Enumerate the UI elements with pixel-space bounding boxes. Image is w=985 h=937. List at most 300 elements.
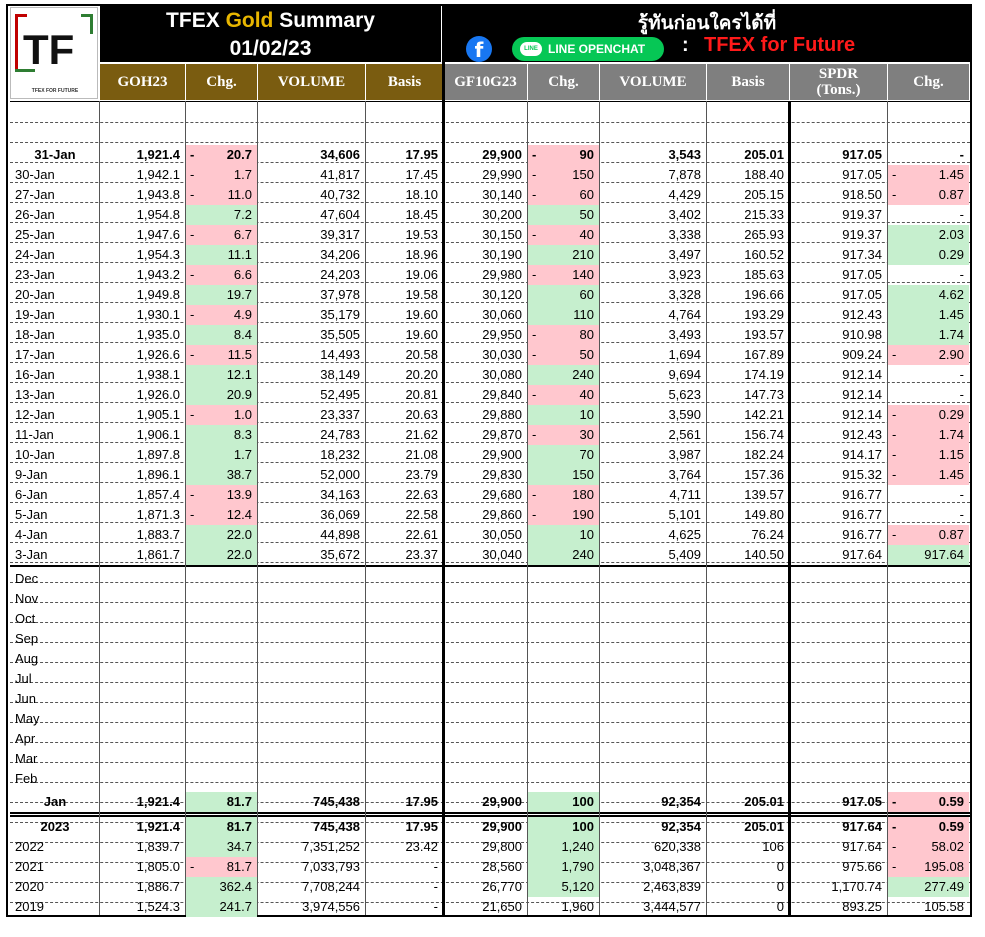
row-year-2019-date: 2019	[15, 899, 44, 914]
cell-value: 35,505	[320, 327, 360, 342]
cell-value: 3,402	[668, 207, 701, 222]
row-6-jan-gf-chg	[528, 485, 599, 505]
cell-value: 58.02	[931, 839, 964, 854]
row-year-2019-gf-vol	[600, 897, 706, 917]
month-label-may: May	[15, 711, 40, 726]
row-31-jan-gf	[444, 145, 527, 165]
cell-value: 0	[776, 859, 784, 874]
row-5-jan-goh	[100, 505, 185, 525]
row-30-jan-goh-basis	[366, 165, 443, 185]
cell-value: 745,438	[313, 794, 360, 809]
row-19-jan-gf	[444, 305, 527, 325]
cell-value: 1,954.8	[136, 207, 180, 222]
column-header-gf-basis: Basis	[707, 64, 789, 100]
row-19-jan-gf-chg	[528, 305, 599, 325]
cell-value: 3,048,367	[643, 859, 701, 874]
cell-value: 36,069	[320, 507, 360, 522]
row-18-jan-spdr	[790, 325, 887, 345]
grid-line	[10, 642, 970, 643]
row-19-jan-spdr	[790, 305, 887, 325]
cell-value: 1,524.3	[136, 899, 180, 914]
row-18-jan-gf	[444, 325, 527, 345]
row-month-jan-goh-basis	[366, 792, 443, 812]
row-6-jan-goh-chg	[186, 485, 257, 505]
negative-sign: -	[190, 147, 195, 162]
cell-value: 912.14	[842, 387, 882, 402]
cell-value: 914.17	[842, 447, 882, 462]
section-divider	[10, 812, 970, 814]
row-25-jan-gf-basis	[707, 225, 789, 245]
row-9-jan-gf-basis	[707, 465, 789, 485]
row-month-jan-goh	[100, 792, 185, 812]
row-10-jan-gf-basis	[707, 445, 789, 465]
row-10-jan-goh-basis	[366, 445, 443, 465]
row-year-2021-gf-basis	[707, 857, 789, 877]
row-year-2022-spdr	[790, 837, 887, 857]
row-year-2020-gf	[444, 877, 527, 897]
cell-value: 20.81	[405, 387, 438, 402]
cell-value: 3,923	[668, 267, 701, 282]
row-3-jan-goh-basis	[366, 545, 443, 565]
cell-value: 29,680	[482, 487, 522, 502]
logo-mark-icon	[11, 8, 97, 78]
cell-value: 5,623	[668, 387, 701, 402]
column-divider	[442, 6, 445, 101]
separator-colon: :	[682, 34, 689, 56]
row-25-jan-goh-basis	[366, 225, 443, 245]
row-13-jan-goh-chg	[186, 385, 257, 405]
cell-value: 160.52	[744, 247, 784, 262]
cell-value: 30,140	[482, 187, 522, 202]
cell-value: 917.64	[924, 547, 964, 562]
cell-value: 919.37	[842, 207, 882, 222]
cell-value: 7,351,252	[302, 839, 360, 854]
cell-value: 0.29	[938, 247, 964, 262]
cell-value: 916.77	[842, 507, 882, 522]
row-27-jan-spdr	[790, 185, 887, 205]
grid-line	[10, 702, 970, 703]
cell-value: 3,444,577	[643, 899, 701, 914]
row-3-jan-date: 3-Jan	[15, 547, 48, 562]
row-3-jan-spdr	[790, 545, 887, 565]
row-26-jan-goh	[100, 205, 185, 225]
cell-value: 5,409	[668, 547, 701, 562]
row-10-jan-spdr-chg	[888, 445, 969, 465]
row-year-2023-gf-vol	[600, 817, 706, 837]
cell-value: 7,033,793	[302, 859, 360, 874]
row-year-2022-gf-chg	[528, 837, 599, 857]
cell-value: 34,206	[320, 247, 360, 262]
cell-value: 4,429	[668, 187, 701, 202]
row-24-jan-gf	[444, 245, 527, 265]
cell-value: 35,179	[320, 307, 360, 322]
row-year-2020-spdr	[790, 877, 887, 897]
row-31-jan-goh	[100, 145, 185, 165]
cell-value: 18,232	[320, 447, 360, 462]
row-25-jan-gf-chg	[528, 225, 599, 245]
row-year-2020-spdr-chg	[888, 877, 969, 897]
row-24-jan-gf-vol	[600, 245, 706, 265]
cell-value: 1,938.1	[136, 367, 180, 382]
month-label-dec: Dec	[15, 571, 39, 586]
cell-value: 3,764	[668, 467, 701, 482]
row-23-jan-goh-basis	[366, 265, 443, 285]
cell-value: 917.05	[842, 147, 882, 162]
negative-sign: -	[190, 267, 195, 282]
cell-value: 5,101	[668, 507, 701, 522]
row-12-jan-goh-vol	[258, 405, 365, 425]
logo-letters: TF	[23, 26, 75, 73]
row-30-jan-gf-vol	[600, 165, 706, 185]
cell-value: 12.4	[226, 507, 252, 522]
cell-value: 92,354	[661, 794, 701, 809]
cell-value: 26,770	[482, 879, 522, 894]
cell-value: 21,650	[482, 899, 522, 914]
negative-sign: -	[190, 187, 195, 202]
row-9-jan-goh-vol	[258, 465, 365, 485]
row-18-jan-spdr-chg	[888, 325, 969, 345]
grid-line	[10, 602, 970, 603]
cell-value: 7,878	[668, 167, 701, 182]
cell-value: 193.57	[744, 327, 784, 342]
row-13-jan-gf-vol	[600, 385, 706, 405]
row-6-jan-gf	[444, 485, 527, 505]
cell-value: 1.74	[938, 427, 964, 442]
row-10-jan-gf	[444, 445, 527, 465]
cell-value: 1,930.1	[136, 307, 180, 322]
row-month-jan-spdr-chg	[888, 792, 969, 812]
cell-value: 1,960	[561, 899, 594, 914]
row-10-jan-goh-chg	[186, 445, 257, 465]
month-label-sep: Sep	[15, 631, 39, 646]
cell-value: 149.80	[744, 507, 784, 522]
cell-value: 147.73	[744, 387, 784, 402]
row-11-jan-gf-vol	[600, 425, 706, 445]
row-6-jan-goh-vol	[258, 485, 365, 505]
cell-value: 7.2	[233, 207, 252, 222]
report-date: 01/02/23	[229, 37, 312, 60]
row-year-2023-spdr	[790, 817, 887, 837]
cell-value: 912.43	[842, 307, 882, 322]
row-26-jan-goh-vol	[258, 205, 365, 225]
cell-value: 81.7	[226, 819, 252, 834]
negative-sign: -	[190, 407, 195, 422]
cell-value: 106	[762, 839, 784, 854]
row-12-jan-date: 12-Jan	[15, 407, 55, 422]
row-month-jan-goh-vol	[258, 792, 365, 812]
row-year-2023-goh-vol	[258, 817, 365, 837]
cell-value: 6.7	[233, 227, 252, 242]
cell-value: 110	[573, 307, 594, 322]
row-9-jan-spdr	[790, 465, 887, 485]
row-11-jan-spdr	[790, 425, 887, 445]
cell-value: 24,783	[320, 427, 360, 442]
cell-value: -	[959, 507, 964, 522]
cell-value: 30,060	[482, 307, 522, 322]
cell-value: 29,990	[482, 167, 522, 182]
cell-value: 4.9	[233, 307, 252, 322]
row-30-jan-spdr	[790, 165, 887, 185]
cell-value: 3,987	[668, 447, 701, 462]
facebook-icon[interactable]: f	[466, 36, 492, 62]
row-18-jan-goh-chg	[186, 325, 257, 345]
cell-value: 35,672	[320, 547, 360, 562]
cell-value: 3,590	[668, 407, 701, 422]
cell-value: 917.64	[842, 839, 882, 854]
row-23-jan-gf	[444, 265, 527, 285]
row-16-jan-goh	[100, 365, 185, 385]
row-12-jan-spdr-chg	[888, 405, 969, 425]
row-20-jan-gf-chg	[528, 285, 599, 305]
cell-value: 1,947.6	[136, 227, 180, 242]
row-13-jan-gf-basis	[707, 385, 789, 405]
cell-value: 19.53	[405, 227, 438, 242]
row-25-jan-goh-vol	[258, 225, 365, 245]
cell-value: 241.7	[219, 899, 252, 914]
cell-value: 34,163	[320, 487, 360, 502]
row-16-jan-gf-basis	[707, 365, 789, 385]
negative-sign: -	[892, 467, 897, 482]
section-divider	[10, 565, 970, 567]
cell-value: 21.62	[405, 427, 438, 442]
cell-value: 195.08	[924, 859, 964, 874]
row-23-jan-goh	[100, 265, 185, 285]
row-year-2021-date: 2021	[15, 859, 44, 874]
cell-value: 1,921.4	[136, 794, 180, 809]
row-24-jan-goh-chg	[186, 245, 257, 265]
cell-value: 4.62	[938, 287, 964, 302]
row-26-jan-gf	[444, 205, 527, 225]
cell-value: 4,711	[669, 487, 701, 502]
row-24-jan-goh-vol	[258, 245, 365, 265]
row-year-2019-goh	[100, 897, 185, 917]
cell-value: 174.19	[744, 367, 784, 382]
cell-value: 29,870	[482, 427, 522, 442]
cell-value: 29,880	[482, 407, 522, 422]
cell-value: 90	[579, 147, 594, 162]
row-6-jan-spdr-chg	[888, 485, 969, 505]
cell-value: 19.06	[405, 267, 438, 282]
row-18-jan-goh	[100, 325, 185, 345]
month-label-mar: Mar	[15, 751, 38, 766]
row-27-jan-spdr-chg	[888, 185, 969, 205]
cell-value: 196.66	[744, 287, 784, 302]
cell-value: 205.01	[744, 819, 784, 834]
row-3-jan-goh-vol	[258, 545, 365, 565]
cell-value: 29,860	[482, 507, 522, 522]
row-month-jan-gf-chg	[528, 792, 599, 812]
cell-value: 30,200	[482, 207, 522, 222]
row-12-jan-goh-basis	[366, 405, 443, 425]
cell-value: 19.60	[405, 307, 438, 322]
row-20-jan-gf	[444, 285, 527, 305]
row-20-jan-goh-vol	[258, 285, 365, 305]
grid-line	[10, 122, 970, 123]
cell-value: 240	[572, 547, 594, 562]
row-10-jan-gf-vol	[600, 445, 706, 465]
row-20-jan-spdr-chg	[888, 285, 969, 305]
row-5-jan-goh-vol	[258, 505, 365, 525]
negative-sign: -	[190, 859, 195, 874]
cell-value: -	[959, 367, 964, 382]
cell-value: 182.24	[744, 447, 784, 462]
row-17-jan-spdr-chg	[888, 345, 969, 365]
row-9-jan-gf-vol	[600, 465, 706, 485]
cell-value: 20.7	[226, 147, 252, 162]
cell-value: 917.34	[842, 247, 882, 262]
cell-value: 52,000	[320, 467, 360, 482]
row-25-jan-date: 25-Jan	[15, 227, 55, 242]
cell-value: 150	[572, 167, 594, 182]
row-5-jan-spdr	[790, 505, 887, 525]
cell-value: 19.58	[405, 287, 438, 302]
cell-value: 1.45	[938, 467, 964, 482]
cell-value: 29,830	[482, 467, 522, 482]
cell-value: 1,240	[561, 839, 594, 854]
grid-line	[10, 582, 970, 583]
row-18-jan-goh-basis	[366, 325, 443, 345]
cell-value: 81.7	[226, 859, 252, 874]
cell-value: 30,050	[482, 527, 522, 542]
column-header-goh-basis: Basis	[366, 64, 443, 100]
negative-sign: -	[892, 187, 897, 202]
negative-sign: -	[190, 167, 195, 182]
cell-value: -	[959, 207, 964, 222]
month-label-nov: Nov	[15, 591, 39, 606]
row-27-jan-gf-vol	[600, 185, 706, 205]
column-header-goh-chg: Chg.	[186, 64, 257, 100]
cell-value: 1.15	[938, 447, 964, 462]
cell-value: 917.05	[842, 167, 882, 182]
row-year-2023-goh-basis	[366, 817, 443, 837]
row-5-jan-gf	[444, 505, 527, 525]
cell-value: 5,120	[561, 879, 594, 894]
row-30-jan-goh-vol	[258, 165, 365, 185]
cell-value: 3,543	[668, 147, 701, 162]
row-31-jan-goh-chg	[186, 145, 257, 165]
row-year-2023-date: 2023	[40, 819, 70, 834]
cell-value: 1,943.2	[136, 267, 180, 282]
cell-value: 139.57	[744, 487, 784, 502]
cell-value: 140	[572, 267, 594, 282]
cell-value: 22.63	[405, 487, 438, 502]
row-year-2021-gf-vol	[600, 857, 706, 877]
row-18-jan-gf-basis	[707, 325, 789, 345]
row-6-jan-date: 6-Jan	[15, 487, 48, 502]
row-26-jan-goh-chg	[186, 205, 257, 225]
row-26-jan-gf-basis	[707, 205, 789, 225]
row-10-jan-spdr	[790, 445, 887, 465]
negative-sign: -	[892, 447, 897, 462]
negative-sign: -	[892, 859, 897, 874]
row-11-jan-goh-chg	[186, 425, 257, 445]
row-27-jan-goh-basis	[366, 185, 443, 205]
row-year-2021-goh	[100, 857, 185, 877]
row-24-jan-spdr	[790, 245, 887, 265]
row-4-jan-spdr-chg	[888, 525, 969, 545]
grid-line	[10, 662, 970, 663]
cell-value: 142.21	[744, 407, 784, 422]
cell-value: 7,708,244	[302, 879, 360, 894]
cell-value: 0.29	[938, 407, 964, 422]
cell-value: -	[959, 387, 964, 402]
row-24-jan-gf-basis	[707, 245, 789, 265]
row-12-jan-gf-basis	[707, 405, 789, 425]
cell-value: 30,040	[482, 547, 522, 562]
cell-value: 912.14	[842, 367, 882, 382]
negative-sign: -	[532, 387, 537, 402]
negative-sign: -	[532, 267, 537, 282]
row-year-2019-goh-chg	[186, 897, 257, 917]
cell-value: 975.66	[842, 859, 882, 874]
column-header-gf-chg: Chg.	[528, 64, 599, 100]
row-3-jan-gf	[444, 545, 527, 565]
row-4-jan-goh	[100, 525, 185, 545]
cell-value: 917.05	[842, 267, 882, 282]
grid-line	[10, 622, 970, 623]
row-30-jan-date: 30-Jan	[15, 167, 55, 182]
row-23-jan-gf-chg	[528, 265, 599, 285]
line-openchat-button[interactable]	[512, 37, 664, 61]
row-27-jan-goh	[100, 185, 185, 205]
row-23-jan-spdr	[790, 265, 887, 285]
logo-subtitle: TFEX FOR FUTURE	[31, 88, 79, 94]
row-13-jan-gf	[444, 385, 527, 405]
row-13-jan-spdr	[790, 385, 887, 405]
cell-value: 29,980	[482, 267, 522, 282]
row-year-2021-spdr	[790, 857, 887, 877]
row-18-jan-date: 18-Jan	[15, 327, 55, 342]
cell-value: 167.89	[744, 347, 784, 362]
month-label-jul: Jul	[15, 671, 32, 686]
row-year-2019-gf-basis	[707, 897, 789, 917]
row-20-jan-goh	[100, 285, 185, 305]
row-year-2021-goh-chg	[186, 857, 257, 877]
month-label-apr: Apr	[15, 731, 36, 746]
row-year-2020-goh-chg	[186, 877, 257, 897]
cell-value: 8.4	[233, 327, 252, 342]
cell-value: 38.7	[226, 467, 252, 482]
row-16-jan-goh-chg	[186, 365, 257, 385]
negative-sign: -	[892, 819, 897, 834]
cell-value: 912.14	[842, 407, 882, 422]
row-month-jan-date: Jan	[43, 794, 67, 809]
row-19-jan-goh-vol	[258, 305, 365, 325]
row-16-jan-gf-vol	[600, 365, 706, 385]
cell-value: 29,900	[482, 819, 522, 834]
row-10-jan-goh-vol	[258, 445, 365, 465]
cell-value: 18.96	[405, 247, 438, 262]
tfex-logo	[10, 7, 98, 99]
column-header-goh-vol: VOLUME	[258, 64, 365, 100]
row-25-jan-gf	[444, 225, 527, 245]
cell-value: 1,921.4	[136, 147, 180, 162]
cell-value: 13.9	[226, 487, 252, 502]
cell-value: 44,898	[320, 527, 360, 542]
row-16-jan-spdr	[790, 365, 887, 385]
row-year-2021-gf-chg	[528, 857, 599, 877]
row-12-jan-goh	[100, 405, 185, 425]
negative-sign: -	[190, 227, 195, 242]
row-16-jan-date: 16-Jan	[15, 367, 55, 382]
cell-value: 215.33	[744, 207, 784, 222]
cell-value: -	[433, 879, 438, 894]
cell-value: 3,493	[668, 327, 701, 342]
cell-value: 1,935.0	[136, 327, 180, 342]
cell-value: 205.01	[744, 147, 784, 162]
cell-value: 1,896.1	[136, 467, 180, 482]
cell-value: 1.45	[938, 307, 964, 322]
